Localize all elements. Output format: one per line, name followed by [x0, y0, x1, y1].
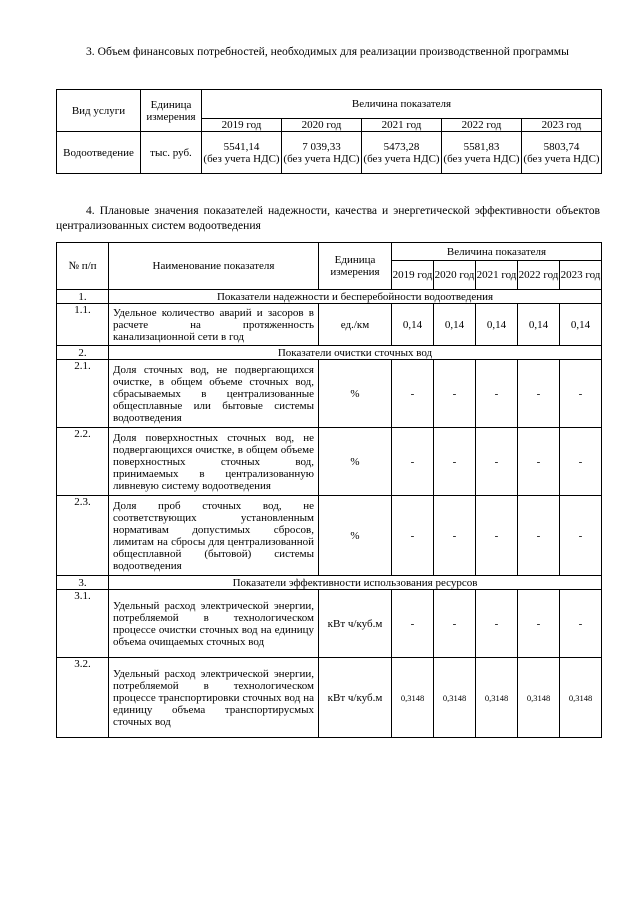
section-row	[57, 290, 602, 304]
value-cell: -	[518, 360, 560, 428]
value-cell	[282, 132, 362, 174]
value-cell: 0,3148	[518, 658, 560, 738]
table-row	[57, 132, 602, 174]
value-cell: 0,14	[434, 304, 476, 346]
table-row	[57, 428, 602, 496]
year-cell: 2019 год	[202, 119, 282, 132]
col-header-name: Наименование показателя	[109, 243, 319, 290]
value-cell	[362, 132, 442, 174]
indicator-name: Доля проб сточных вод, не соответствующих установленным нормативам допустимых сбросов, лимитам на сбросы для централизованной общесплавной (бытовой) системы водоотведения	[109, 496, 319, 576]
value-cell: 0,14	[560, 304, 602, 346]
year-cell: 2022 год	[518, 261, 560, 290]
col-header-unit: Единица измерения	[141, 90, 202, 132]
indicator-name: Доля поверхностных сточных вод, не подвергающихся очистке, в общем объеме поверхностных сточных вод, принимаемых в централизованную ливневую систему водоотведения	[109, 428, 319, 496]
value-cell: -	[434, 496, 476, 576]
section-4-heading: 4. Плановые значения показателей надежности, качества и энергетической эффективности объектов централизованных систем водоотведения	[56, 204, 600, 232]
financial-needs-table	[56, 89, 602, 174]
row-num: 3.1.	[57, 590, 109, 658]
section-num: 1.	[57, 290, 109, 304]
section-row	[57, 346, 602, 360]
unit-cell: кВт ч/куб.м	[319, 658, 392, 738]
unit-cell: тыс. руб.	[141, 132, 202, 174]
col-header-service: Вид услуги	[57, 90, 141, 132]
value-cell: -	[434, 590, 476, 658]
col-header-value: Величина показателя	[392, 243, 602, 261]
value-cell: 0,14	[476, 304, 518, 346]
value-cell: -	[434, 360, 476, 428]
value-cell: 0,3148	[560, 658, 602, 738]
amount: 5581,83	[463, 140, 500, 153]
value-cell: -	[392, 496, 434, 576]
indicators-table	[56, 242, 602, 738]
unit-cell: %	[319, 496, 392, 576]
year-cell: 2019 год	[392, 261, 434, 290]
value-cell: -	[518, 428, 560, 496]
table-row	[57, 658, 602, 738]
value-cell	[202, 132, 282, 174]
amount: 5473,28	[383, 140, 420, 153]
col-header-unit: Единица измерения	[319, 243, 392, 290]
row-num: 2.3.	[57, 496, 109, 576]
row-num: 3.2.	[57, 658, 109, 738]
section-num: 3.	[57, 576, 109, 590]
value-cell: 0,3148	[476, 658, 518, 738]
year-cell: 2022 год	[442, 119, 522, 132]
section-row	[57, 576, 602, 590]
value-cell: -	[560, 590, 602, 658]
value-cell: 0,14	[392, 304, 434, 346]
col-header-num: № п/п	[57, 243, 109, 290]
unit-cell: кВт ч/куб.м	[319, 590, 392, 658]
row-num: 2.1.	[57, 360, 109, 428]
value-cell	[442, 132, 522, 174]
vat-note: (без учета НДС)	[523, 152, 600, 165]
amount: 5541,14	[223, 140, 260, 153]
table-row	[57, 304, 602, 346]
col-header-value: Величина показателя	[202, 90, 602, 119]
value-cell: -	[392, 428, 434, 496]
year-cell: 2023 год	[560, 261, 602, 290]
value-cell: -	[434, 428, 476, 496]
value-cell: -	[476, 360, 518, 428]
vat-note: (без учета НДС)	[283, 152, 360, 165]
section-3-heading: 3. Объем финансовых потребностей, необходимых для реализации производственной программы	[86, 45, 569, 58]
value-cell	[522, 132, 602, 174]
section-num: 2.	[57, 346, 109, 360]
unit-cell: ед./км	[319, 304, 392, 346]
row-num: 1.1.	[57, 304, 109, 346]
indicator-name: Удельное количество аварий и засоров в расчете на протяженность канализационной сети в год	[109, 304, 319, 346]
value-cell: 0,14	[518, 304, 560, 346]
unit-cell: %	[319, 428, 392, 496]
year-cell: 2021 год	[476, 261, 518, 290]
year-cell: 2021 год	[362, 119, 442, 132]
year-cell: 2020 год	[282, 119, 362, 132]
value-cell: -	[518, 496, 560, 576]
indicator-name: Доля сточных вод, не подвергающихся очистке, в общем объеме сточных вод, сбрасываемых в централизованные общесплавные или бытовые системы водоотведения	[109, 360, 319, 428]
indicator-name: Удельный расход электрической энергии, потребляемой в технологическом процессе очистки сточных вод на единицу объема очищаемых сточных вод	[109, 590, 319, 658]
table-row	[57, 360, 602, 428]
section-title: Показатели очистки сточных вод	[109, 346, 602, 360]
unit-cell: %	[319, 360, 392, 428]
service-cell: Водоотведение	[57, 132, 141, 174]
value-cell: -	[476, 496, 518, 576]
row-num: 2.2.	[57, 428, 109, 496]
value-cell: -	[560, 496, 602, 576]
section-title: Показатели надежности и бесперебойности водоотведения	[109, 290, 602, 304]
value-cell: 0,3148	[434, 658, 476, 738]
table-row	[57, 590, 602, 658]
value-cell: -	[392, 590, 434, 658]
vat-note: (без учета НДС)	[363, 152, 440, 165]
value-cell: -	[476, 428, 518, 496]
value-cell: -	[392, 360, 434, 428]
table-row	[57, 496, 602, 576]
indicator-name: Удельный расход электрической энергии, потребляемой в технологическом процессе транспортировки сточных вод на единицу объема транспортирусмых сточных вод	[109, 658, 319, 738]
value-cell: -	[560, 360, 602, 428]
year-cell: 2023 год	[522, 119, 602, 132]
amount: 5803,74	[543, 140, 580, 153]
vat-note: (без учета НДС)	[443, 152, 520, 165]
amount: 7 039,33	[302, 140, 341, 153]
section-title: Показатели эффективности использования ресурсов	[109, 576, 602, 590]
value-cell: 0,3148	[392, 658, 434, 738]
value-cell: -	[518, 590, 560, 658]
year-cell: 2020 год	[434, 261, 476, 290]
vat-note: (без учета НДС)	[203, 152, 280, 165]
value-cell: -	[476, 590, 518, 658]
value-cell: -	[560, 428, 602, 496]
